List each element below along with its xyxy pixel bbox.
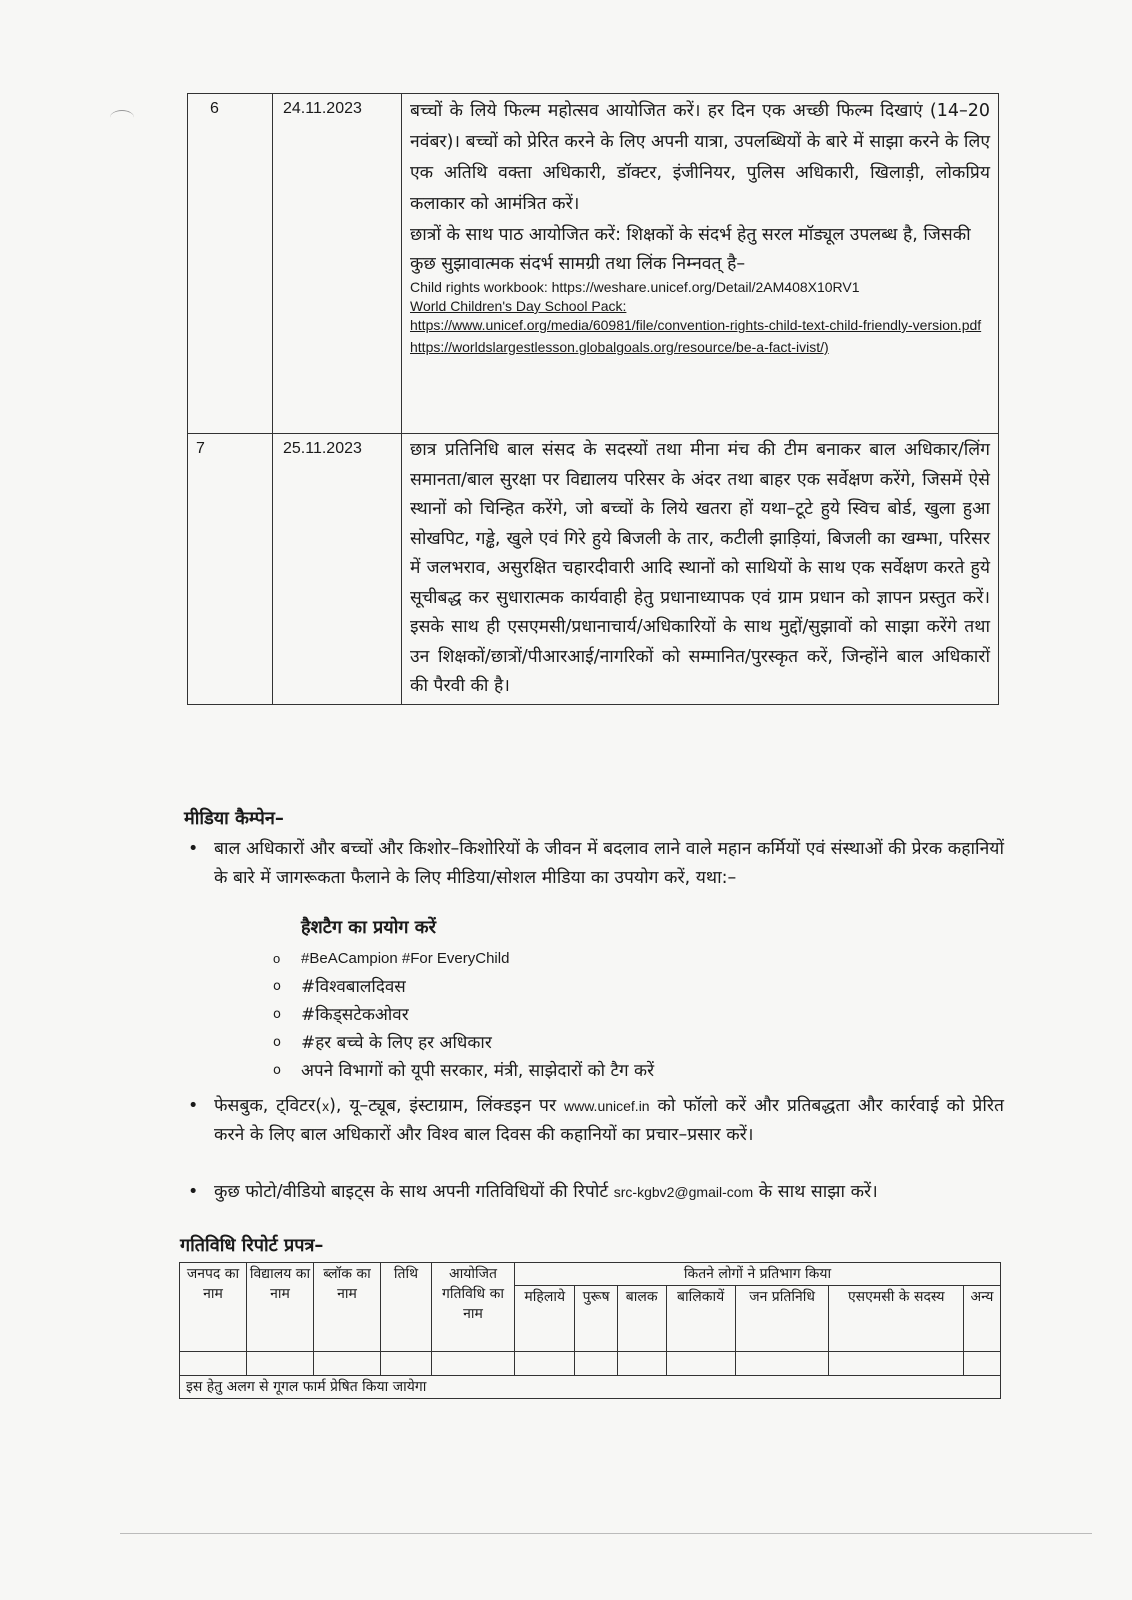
report-email[interactable]: src-kgbv2@gmail-com xyxy=(613,1184,754,1200)
column-header: बालक xyxy=(617,1286,666,1352)
column-header: अन्य xyxy=(963,1286,1000,1352)
list-item-text: ), यू–ट्यूब, इंस्टाग्राम, लिंक्डइन पर xyxy=(329,1096,564,1116)
bullet-icon: • xyxy=(188,839,199,859)
hashtag-text: #BeACampion #For EveryChild xyxy=(301,950,510,967)
column-header: जनपद का नाम xyxy=(180,1263,247,1352)
list-item-text: को फॉलो करें और प्रतिबद्धता और कार्रवाई को प्रेरित करने के लिए बाल अधिकारों और विश्व बाल दिवस की कहानियों का प्रचार–प्रसार करें। xyxy=(214,1096,1004,1145)
report-form-table xyxy=(179,1262,1001,1399)
media-bullet-list xyxy=(184,835,1004,893)
hashtag-text: #किड्सटेकओवर xyxy=(301,1005,409,1025)
activity-date: 25.11.2023 xyxy=(273,434,402,705)
table-cell[interactable] xyxy=(247,1352,314,1376)
table-row xyxy=(188,94,999,434)
description-paragraph: छात्रों के साथ पाठ आयोजित करें: शिक्षकों के संदर्भ हेतु सरल मॉड्यूल उपलब्ध है, जिसकी xyxy=(410,225,971,245)
column-header: आयोजित गतिविधि का नाम xyxy=(432,1263,515,1352)
table-cell[interactable] xyxy=(575,1352,617,1376)
description-paragraph: कुछ सुझावात्मक संदर्भ सामग्री तथा लिंक निम्नवत् है– xyxy=(410,254,746,274)
participation-header: कितने लोगों ने प्रतिभाग किया xyxy=(515,1263,1001,1286)
column-header: विद्यालय का नाम xyxy=(247,1263,314,1352)
table-cell[interactable] xyxy=(735,1352,829,1376)
list-item xyxy=(184,835,1004,893)
bullet-icon: • xyxy=(188,1182,199,1202)
resource-link[interactable]: https://worldslargestlesson.globalgoals.org/resource/be-a-fact-ivist/) xyxy=(410,339,829,355)
hashtag-text: अपने विभागों को यूपी सरकार, मंत्री, साझेदारों को टैग करें xyxy=(301,1061,655,1081)
hashtag-item xyxy=(273,1001,993,1029)
table-cell[interactable] xyxy=(180,1352,247,1376)
table-row xyxy=(180,1376,1001,1399)
serial-number: 6 xyxy=(188,94,273,434)
table-cell[interactable] xyxy=(617,1352,666,1376)
column-header: ब्लॉक का नाम xyxy=(314,1263,381,1352)
circle-bullet-icon: o xyxy=(273,1035,281,1050)
footer-divider xyxy=(120,1533,1092,1534)
list-item xyxy=(184,1092,1004,1150)
activity-description xyxy=(402,434,999,705)
hashtag-list xyxy=(273,945,993,1085)
media-bullet-list xyxy=(184,1178,1004,1207)
section-heading: मीडिया कैम्पेन– xyxy=(184,808,284,829)
table-cell[interactable] xyxy=(963,1352,1000,1376)
table-cell[interactable] xyxy=(515,1352,575,1376)
list-item-text: फेसबुक, ट्विटर( xyxy=(214,1096,323,1116)
circle-bullet-icon: o xyxy=(273,951,281,966)
resource-link[interactable]: https://www.unicef.org/media/60981/file/convention-rights-child-text-child-friendly-version.pdf xyxy=(410,317,982,333)
list-item-text: बाल अधिकारों और बच्चों और किशोर–किशोरियों के जीवन में बदलाव लाने वाले महान कर्मियों एवं संस्थाओं की प्रेरक कहानियों के बारे में जागरूकता फैलाने के लिए मीडिया/सोशल मीडिया का उपयोग करें, यथा:– xyxy=(214,839,1004,888)
activity-table xyxy=(187,93,999,705)
column-header: जन प्रतिनिधि xyxy=(735,1286,829,1352)
circle-bullet-icon: o xyxy=(273,1063,281,1078)
bullet-icon: • xyxy=(188,1096,199,1116)
hashtag-heading: हैशटैग का प्रयोग करें xyxy=(301,917,436,938)
activity-date: 24.11.2023 xyxy=(273,94,402,434)
table-row xyxy=(188,434,999,705)
table-cell[interactable] xyxy=(829,1352,963,1376)
description-paragraph: छात्र प्रतिनिधि बाल संसद के सदस्यों तथा मीना मंच की टीम बनाकर बाल अधिकार/लिंग समानता/बाल सुरक्षा पर विद्यालय परिसर के अंदर तथा बाहर एक सर्वेक्षण करेंगे, जिसमें ऐसे स्थानों को चिन्हित करेंगे, जो बच्चों के लिये खतरा हों यथा–टूटे हुये स्विच बोर्ड, खुला हुआ सोखपिट, गड्ढे, खुले एवं गिरे हुये बिजली के तार, कटीली झाड़ियां, बिजली का खम्भा, परिसर में जलभराव, असुरक्षित चहारदीवारी आदि स्थानों को साथियों के साथ एक सर्वेक्षण करते हुये सूचीबद्ध कर सुधारात्मक कार्यवाही हेतु प्रधानाध्यापक एवं ग्राम प्रधान को ज्ञापन प्रस्तुत करें। इसके साथ ही एसएमसी/प्रधानाचार्य/अधिकारियों के साथ मुद्दों/सुझावों को साझा करेंगे तथा उन शिक्षकों/छात्रों/पीआरआई/नागरिकों को सम्मानित/पुरस्कृत करें, जिन्होंने बाल अधिकारों की पैरवी की है। xyxy=(410,440,990,696)
list-item-text: के साथ साझा करें। xyxy=(753,1182,878,1202)
list-item-text: x xyxy=(322,1098,330,1114)
column-header: तिथि xyxy=(381,1263,432,1352)
table-row xyxy=(180,1263,1001,1286)
list-item xyxy=(184,1178,1004,1207)
circle-bullet-icon: o xyxy=(273,979,281,994)
hashtag-item xyxy=(273,945,993,973)
hashtag-item xyxy=(273,1057,993,1085)
table-cell[interactable] xyxy=(381,1352,432,1376)
hashtag-text: #विश्वबालदिवस xyxy=(301,977,406,997)
column-header: पुरूष xyxy=(575,1286,617,1352)
table-row xyxy=(180,1352,1001,1376)
resource-link[interactable]: Child rights workbook: https://weshare.unicef.org/Detail/2AM408X10RV1 xyxy=(410,279,860,295)
section-heading: गतिविधि रिपोर्ट प्रपत्र– xyxy=(180,1235,324,1256)
column-header: एसएमसी के सदस्य xyxy=(829,1286,963,1352)
scan-mark xyxy=(110,110,134,125)
description-paragraph: बच्चों के लिये फिल्म महोत्सव आयोजित करें। हर दिन एक अच्छी फिल्म दिखाएं (14–20 नवंबर)। बच्चों को प्रेरित करने के लिए अपनी यात्रा, उपलब्धियों के बारे में साझा करने के लिए एक अतिथि वक्ता अधिकारी, डॉक्टर, इंजीनियर, पुलिस अधिकारी, खिलाड़ी, लोकप्रिय कलाकार को आमंत्रित करें। xyxy=(410,101,990,214)
list-item-text: कुछ फोटो/वीडियो बाइट्स के साथ अपनी गतिविधियों की रिपोर्ट xyxy=(214,1182,614,1202)
form-note: इस हेतु अलग से गूगल फार्म प्रेषित किया जायेगा xyxy=(180,1376,1001,1399)
serial-number: 7 xyxy=(188,434,273,705)
hashtag-text: #हर बच्चे के लिए हर अधिकार xyxy=(301,1033,492,1053)
resource-link-title: World Children's Day School Pack: xyxy=(410,298,627,314)
unicef-link[interactable]: www.unicef.in xyxy=(564,1098,650,1114)
column-header: बालिकायें xyxy=(666,1286,735,1352)
circle-bullet-icon: o xyxy=(273,1007,281,1022)
table-cell[interactable] xyxy=(432,1352,515,1376)
table-cell[interactable] xyxy=(314,1352,381,1376)
table-cell[interactable] xyxy=(666,1352,735,1376)
activity-description xyxy=(402,94,999,434)
column-header: महिलाये xyxy=(515,1286,575,1352)
hashtag-item xyxy=(273,973,993,1001)
hashtag-item xyxy=(273,1029,993,1057)
media-bullet-list xyxy=(184,1092,1004,1150)
